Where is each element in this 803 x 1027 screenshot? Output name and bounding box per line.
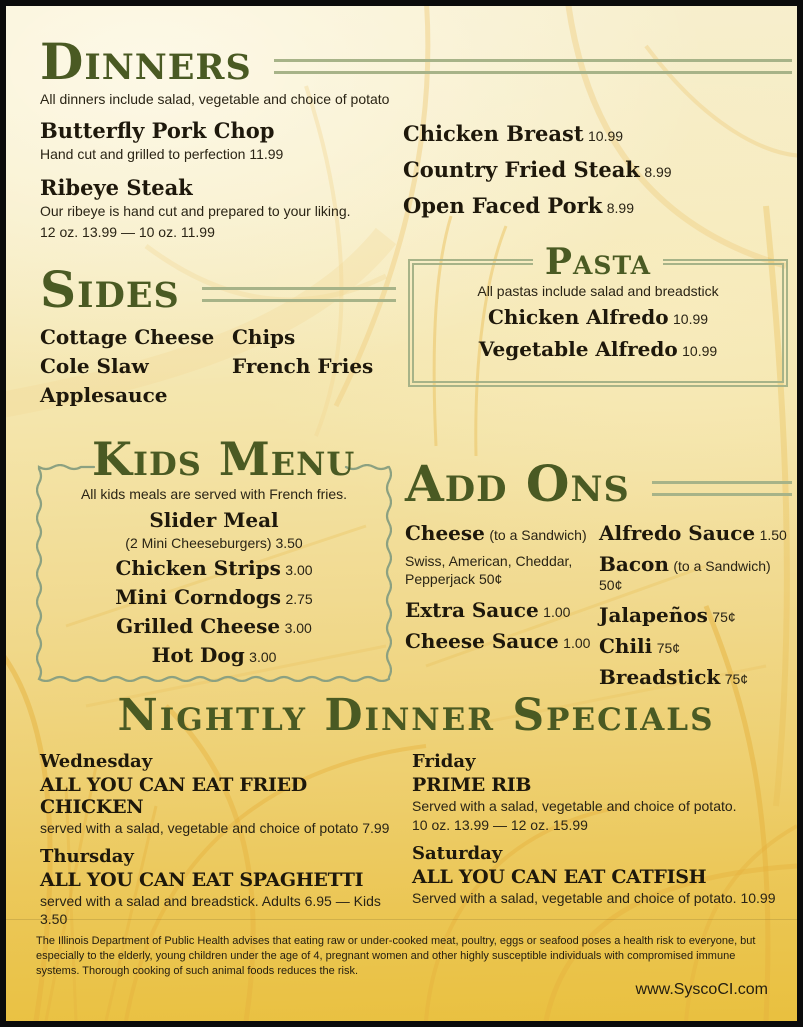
item-price: 2.75 — [285, 591, 313, 607]
special-desc: 10 oz. 13.99 — 12 oz. 15.99 — [412, 816, 588, 833]
menu-item — [405, 521, 593, 545]
item-price: 8.99 — [644, 164, 672, 180]
sides-title: Sides — [40, 260, 180, 319]
item-price: 50¢ — [599, 577, 623, 594]
item-name: Vegetable Alfredo — [478, 336, 678, 361]
menu-item — [405, 598, 593, 622]
item-desc — [405, 552, 593, 588]
menu-item — [36, 585, 392, 609]
item-name: Mini Corndogs — [115, 585, 282, 609]
section-kids-menu — [36, 432, 392, 688]
menu-item — [599, 521, 792, 545]
section-sides — [40, 260, 396, 410]
item-price: 1.00 — [563, 635, 591, 652]
special-name: PRIME RIB — [412, 773, 532, 796]
dinners-note: All dinners include salad, vegetable and choice of potato — [40, 91, 390, 107]
website-url: www.SyscoCI.com — [635, 981, 768, 998]
item-qualifier: (to a Sandwich) — [673, 558, 771, 575]
dinners-decorative-rule — [274, 59, 792, 74]
item-name: Cheese — [405, 521, 485, 545]
special-desc: Served with a salad, vegetable and choice of potato. — [412, 797, 737, 814]
kids-menu-title: Kids Menu — [92, 432, 356, 486]
item-name: Ribeye Steak — [40, 175, 193, 201]
section-nightly-specials — [40, 690, 792, 937]
item-name: Hot Dog — [151, 643, 245, 667]
menu-item — [424, 337, 772, 361]
specials-left-column — [40, 751, 408, 937]
section-add-ons — [405, 454, 792, 696]
item-name: Country Fried Steak — [403, 157, 640, 182]
menu-item — [36, 508, 392, 532]
item-name: Cheese Sauce — [405, 629, 559, 654]
pasta-note: All pastas include salad and breadstick — [477, 282, 719, 299]
menu-item — [36, 643, 392, 667]
item-name: Chili — [599, 633, 653, 658]
menu-item — [40, 119, 403, 164]
special-desc: Served with a salad, vegetable and choice of potato. 10.99 — [412, 889, 776, 906]
item-price: 50¢ — [478, 571, 503, 588]
item-price: 3.00 — [249, 649, 277, 665]
item-name: Breadstick — [599, 664, 721, 689]
item-name: Butterfly Pork Chop — [40, 118, 275, 143]
menu-item — [599, 552, 792, 595]
side-item: Applesauce — [40, 383, 168, 407]
item-price: 75¢ — [724, 670, 749, 687]
menu-item — [405, 629, 593, 653]
menu-item — [599, 603, 792, 627]
item-name: Alfredo Sauce — [599, 521, 756, 545]
item-price: 1.00 — [543, 604, 571, 621]
item-price: 8.99 — [606, 200, 634, 216]
item-name: Chicken Alfredo — [487, 304, 669, 329]
section-footer — [36, 934, 768, 1013]
item-name: Extra Sauce — [405, 598, 539, 623]
add-ons-decorative-rule — [652, 481, 792, 496]
side-item: Cottage Cheese — [40, 325, 215, 349]
side-item: French Fries — [232, 354, 374, 378]
item-name: Grilled Cheese — [116, 614, 281, 638]
special-day: Friday — [412, 750, 476, 772]
item-price: 10.99 — [588, 128, 624, 144]
pasta-box — [408, 241, 788, 387]
special-desc: served with a salad, vegetable and choice of potato 7.99 — [40, 819, 390, 836]
menu-item — [403, 157, 792, 182]
paper-crease — [6, 919, 797, 920]
item-name: Chicken Breast — [403, 121, 584, 146]
dinners-left-column — [40, 119, 403, 254]
item-desc — [36, 535, 392, 551]
dinners-title: Dinners — [40, 32, 252, 91]
add-ons-left-column — [405, 521, 593, 696]
item-name: Chicken Strips — [115, 556, 281, 580]
add-ons-right-column — [599, 521, 792, 696]
menu-item — [36, 614, 392, 638]
menu-item — [40, 176, 403, 242]
sides-decorative-rule — [202, 287, 396, 302]
item-price: 75¢ — [656, 639, 681, 656]
item-price: 1.50 — [759, 527, 787, 543]
item-price: 3.50 — [275, 535, 303, 551]
health-disclaimer: The Illinois Department of Public Health advises that eating raw or under-cooked meat, poultry, eggs or seafood poses a health risk to everyone, but especially to the elderly, young children under the age of 4, pregnant women and other highly susceptible individuals with compromised immune systems. Thorough cooking of such animal foods reduces the risk. — [36, 935, 756, 977]
nightly-specials-title: Nightly Dinner Specials — [117, 690, 715, 741]
item-price: 3.00 — [284, 620, 312, 636]
item-desc: 12 oz. 13.99 — 10 oz. 11.99 — [40, 224, 215, 241]
add-ons-title: Add Ons — [405, 454, 630, 513]
item-sub: (2 Mini Cheeseburgers) — [125, 535, 272, 551]
side-item: Chips — [232, 325, 296, 349]
menu-item — [403, 193, 792, 218]
item-qualifier: (to a Sandwich) — [489, 527, 587, 543]
section-pasta — [408, 241, 788, 387]
item-desc-text: Swiss, American, Cheddar, Pepperjack — [405, 553, 573, 588]
menu-item — [424, 305, 772, 329]
special-name: ALL YOU CAN EAT CATFISH — [412, 865, 707, 888]
side-item: Cole Slaw — [40, 354, 149, 378]
specials-right-column — [412, 751, 792, 937]
item-price: 3.00 — [285, 562, 313, 578]
sides-left-column — [40, 323, 232, 410]
item-price: 10.99 — [673, 310, 709, 327]
item-name: Jalapeños — [599, 602, 708, 627]
item-name: Slider Meal — [149, 508, 279, 532]
item-name: Open Faced Pork — [403, 193, 603, 218]
menu-item — [599, 665, 792, 689]
special-name: ALL YOU CAN EAT FRIED CHICKEN — [40, 773, 307, 818]
special-desc: served with a salad and breadstick. Adults 6.95 — Kids 3.50 — [40, 892, 381, 927]
kids-menu-note: All kids meals are served with French fries. — [80, 486, 348, 502]
special-name: ALL YOU CAN EAT SPAGHETTI — [40, 868, 364, 891]
sides-right-column — [232, 323, 373, 410]
item-price: 10.99 — [682, 342, 718, 359]
item-desc: Our ribeye is hand cut and prepared to your liking. — [40, 203, 351, 220]
menu-item — [403, 121, 792, 146]
special-day: Thursday — [40, 845, 134, 867]
pasta-title: Pasta — [544, 241, 652, 283]
dinners-right-column — [403, 119, 792, 254]
menu-item — [599, 634, 792, 658]
special-day: Saturday — [412, 842, 503, 864]
item-price: 75¢ — [712, 608, 736, 625]
section-dinners — [40, 32, 792, 254]
special-day: Wednesday — [40, 750, 153, 772]
item-desc: Hand cut and grilled to perfection 11.99 — [40, 146, 284, 163]
menu-item — [36, 556, 392, 580]
item-name: Bacon — [599, 552, 669, 577]
